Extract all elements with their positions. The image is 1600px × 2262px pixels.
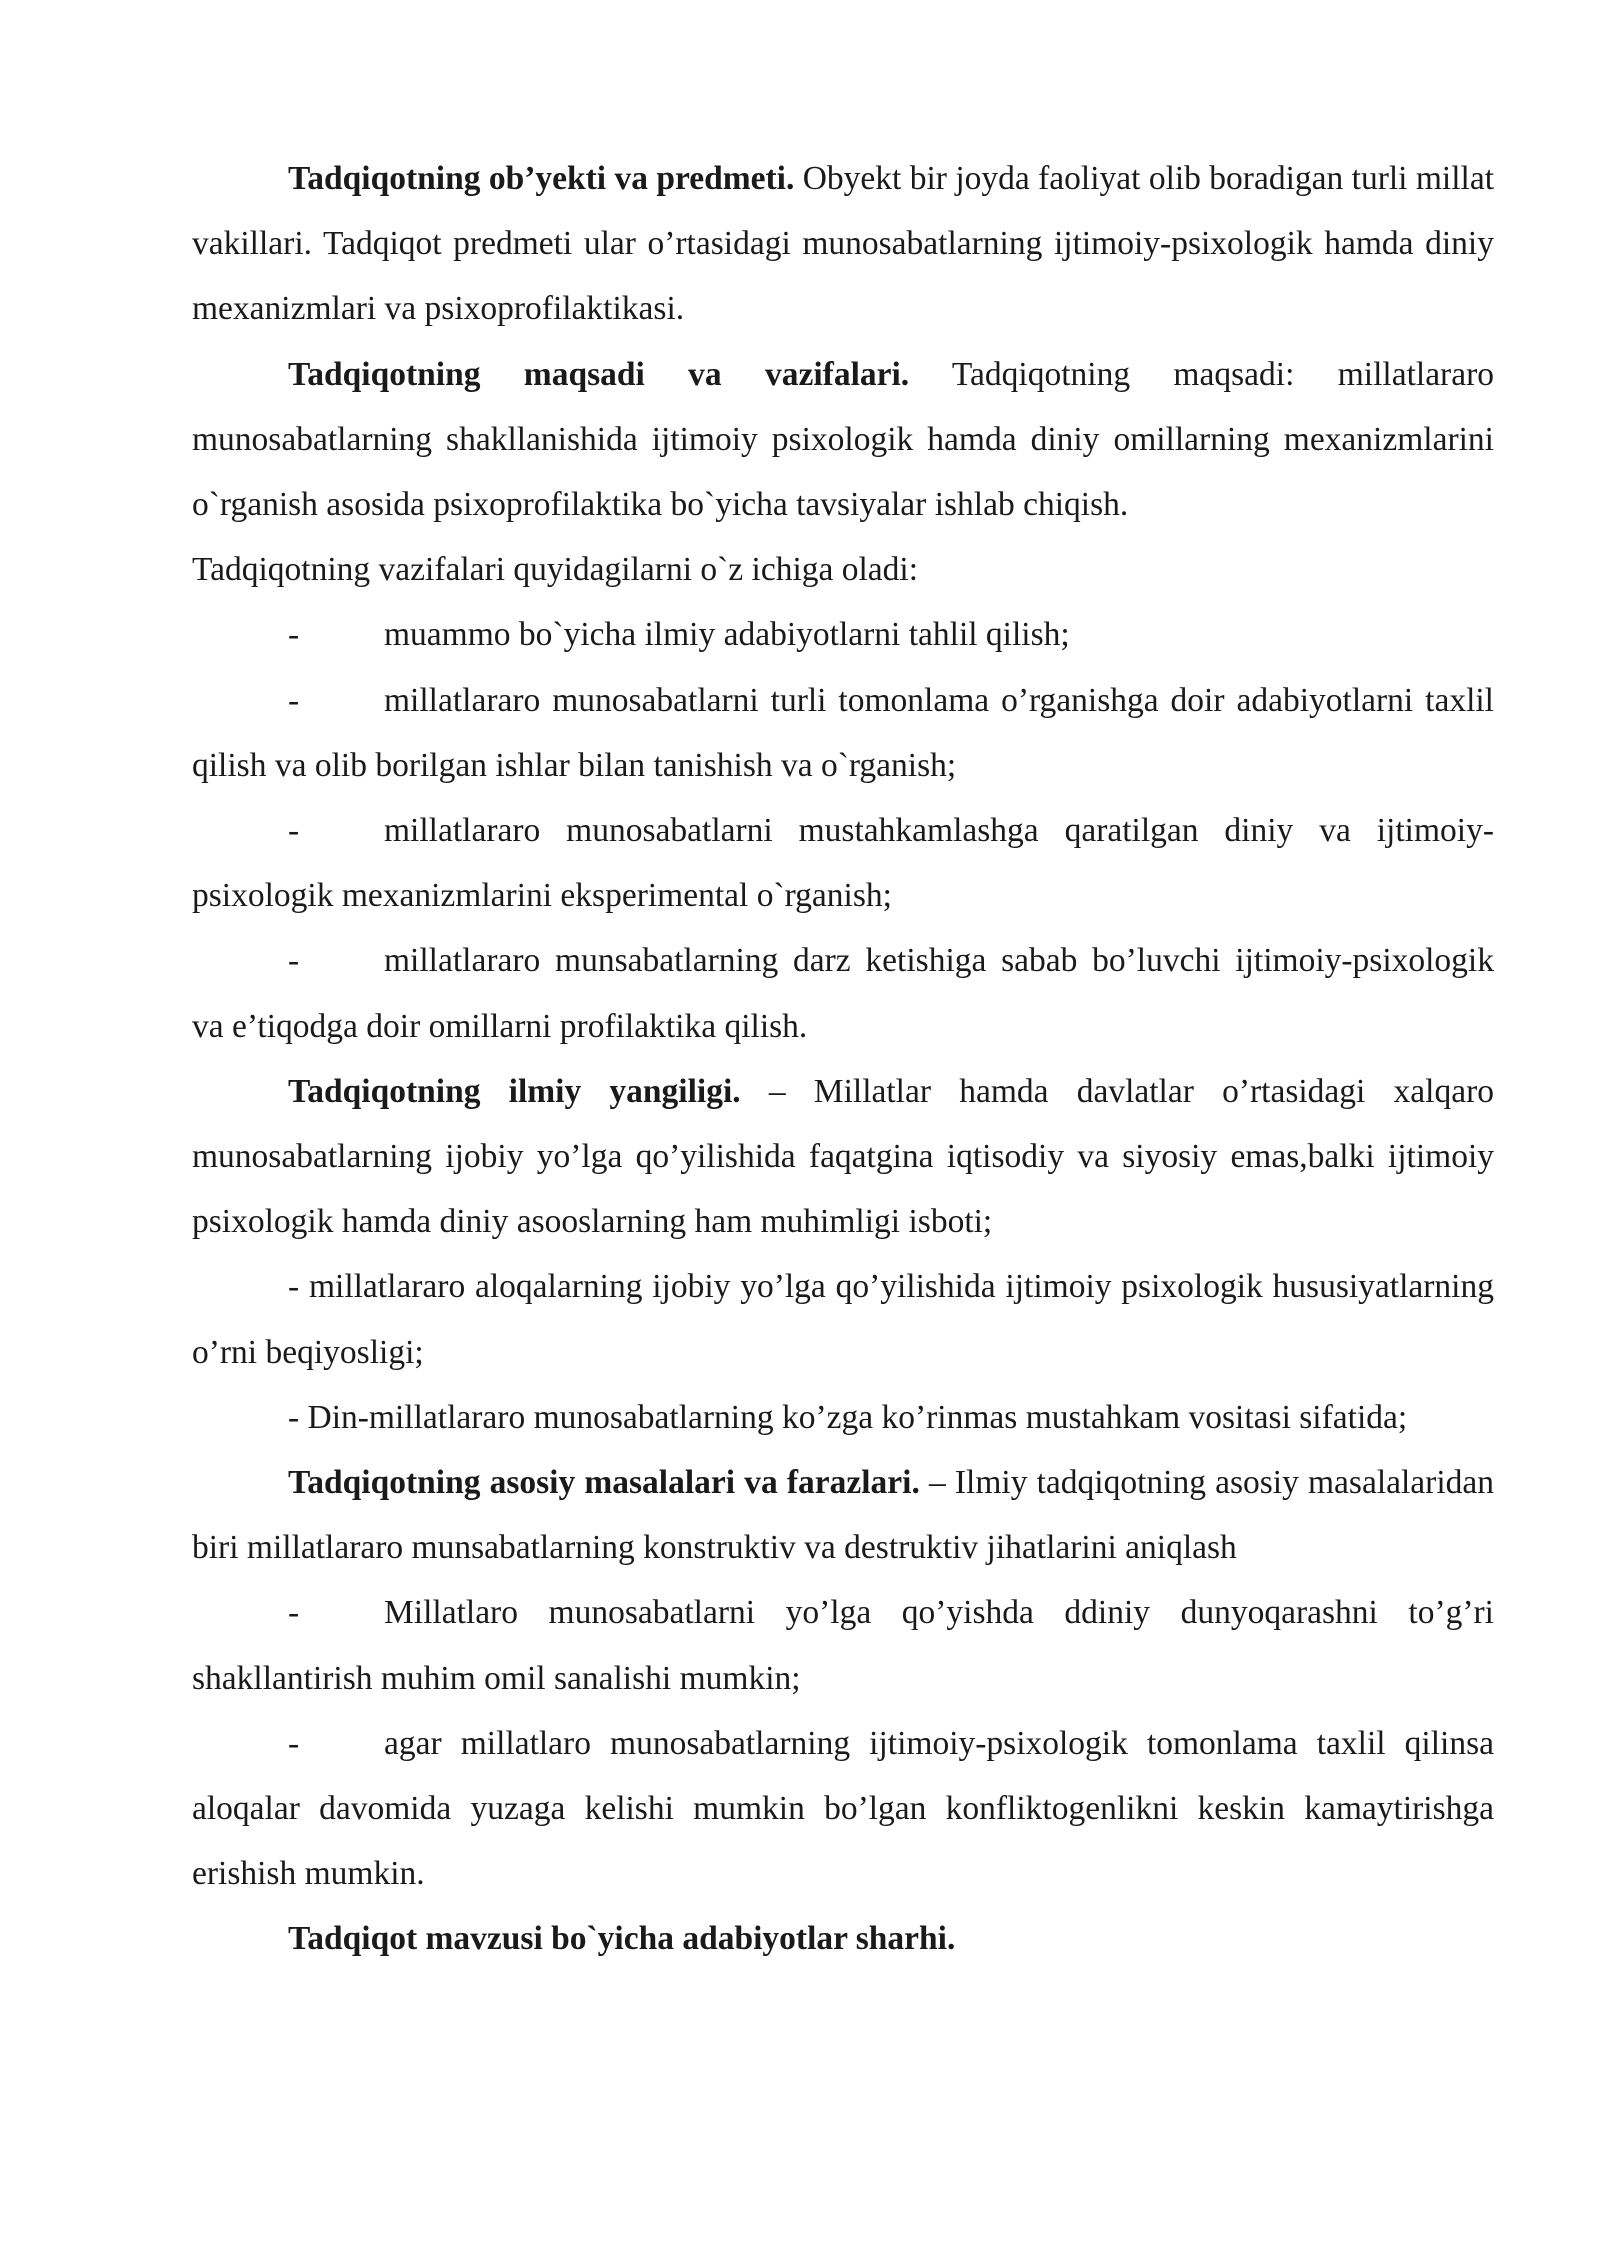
- heading-goals: Tadqiqotning maqsadi va vazifalari.: [288, 355, 910, 393]
- heading-hypotheses: Tadqiqotning asosiy masalalari va farazlari.: [288, 1464, 920, 1502]
- list-item-hypothesis-1: [192, 1580, 1494, 1710]
- heading-review: Tadqiqot mavzusi bo`yicha adabiyotlar sharhi.: [288, 1920, 956, 1958]
- list-item-hypothesis-2: [192, 1711, 1494, 1907]
- list-item-task-1: [192, 602, 1494, 667]
- task-1-text: muammo bo`yicha ilmiy adabiyotlarni tahlil qilish;: [384, 616, 1070, 654]
- text-hypotheses: – Ilmiy tadqiqotning asosiy masalalaridan biri millatlararo munsabatlarning konstruktiv va destruktiv jihatlarini aniqlash: [192, 1464, 1495, 1567]
- list-dash: -: [288, 1724, 300, 1762]
- paragraph-novelty: [192, 1059, 1494, 1255]
- task-4-text: millatlararo munsabatlarning darz ketishiga sabab bo’luvchi ijtimoiy-psixologik va e’tiqodga doir omillarni profilaktika qilish.: [192, 942, 1494, 1045]
- task-2-text: millatlararo munosabatlarni turli tomonlama o’rganishga doir adabiyotlarni taxlil qilish va olib borilgan ishlar bilan tanishish va o`rganish;: [192, 681, 1494, 784]
- novelty-item-2: - Din-millatlararo munosabatlarning ko’zga ko’rinmas mustahkam vositasi sifatida;: [288, 1398, 1408, 1436]
- novelty-item-1: - millatlararo aloqalarning ijobiy yo’lga qo’yilishida ijtimoiy psixologik hususiyatlarning o’rni beqiyosligi;: [192, 1268, 1494, 1371]
- list-dash: -: [288, 1594, 300, 1632]
- list-dash: -: [288, 942, 300, 980]
- text-novelty: – Millatlar hamda davlatlar o’rtasidagi xalqaro munosabatlarning ijobiy yo’lga qo’yilishida faqatgina iqtisodiy va siyosiy emas,balki ijtimoiy psixologik hamda diniy asooslarning ham muhimligi isboti;: [192, 1072, 1494, 1241]
- heading-novelty: Tadqiqotning ilmiy yangiligi.: [288, 1072, 741, 1110]
- list-dash: -: [288, 812, 300, 850]
- list-item-task-2: [192, 668, 1494, 798]
- list-dash: -: [288, 616, 300, 654]
- tasks-intro: Tadqiqotning vazifalari quyidagilarni o`z ichiga oladi:: [192, 551, 919, 589]
- list-item-task-3: [192, 798, 1494, 928]
- text-goals: Tadqiqotning maqsadi: millatlararo munosabatlarning shakllanishida ijtimoiy psixologik hamda diniy omillarning mexanizmlarini o`rganish asosida psixoprofilaktika bo`yicha tavsiyalar ishlab chiqish.: [192, 355, 1494, 524]
- paragraph-hypotheses: [192, 1450, 1494, 1580]
- task-3-text: millatlararo munosabatlarni mustahkamlashga qaratilgan diniy va ijtimoiy-psixologik mexanizmlarini eksperimental o`rganish;: [192, 812, 1494, 915]
- list-item-task-4: [192, 928, 1494, 1058]
- document-page: [192, 146, 1494, 1972]
- heading-object: Tadqiqotning ob’yekti va predmeti.: [288, 160, 795, 197]
- paragraph-review: [192, 1906, 1494, 1971]
- paragraph-object: [192, 146, 1494, 342]
- paragraph-goals: [192, 342, 1494, 538]
- hypothesis-2-text: agar millatlaro munosabatlarning ijtimoiy-psixologik tomonlama taxlil qilinsa aloqalar davomida yuzaga kelishi mumkin bo’lgan konfliktogenlikni keskin kamaytirishga erishish mumkin.: [192, 1724, 1494, 1893]
- hypothesis-1-text: Millatlaro munosabatlarni yo’lga qo’yishda ddiniy dunyoqarashni to’g’ri shakllantirish muhim omil sanalishi mumkin;: [192, 1594, 1494, 1697]
- list-dash: -: [288, 681, 300, 719]
- text-object: Obyekt bir joyda faoliyat olib boradigan turli millat vakillari. Tadqiqot predmeti ular o’rtasidagi munosabatlarning ijtimoiy-psixologik hamda diniy mexanizmlari va psixoprofilaktikasi.: [192, 160, 1495, 328]
